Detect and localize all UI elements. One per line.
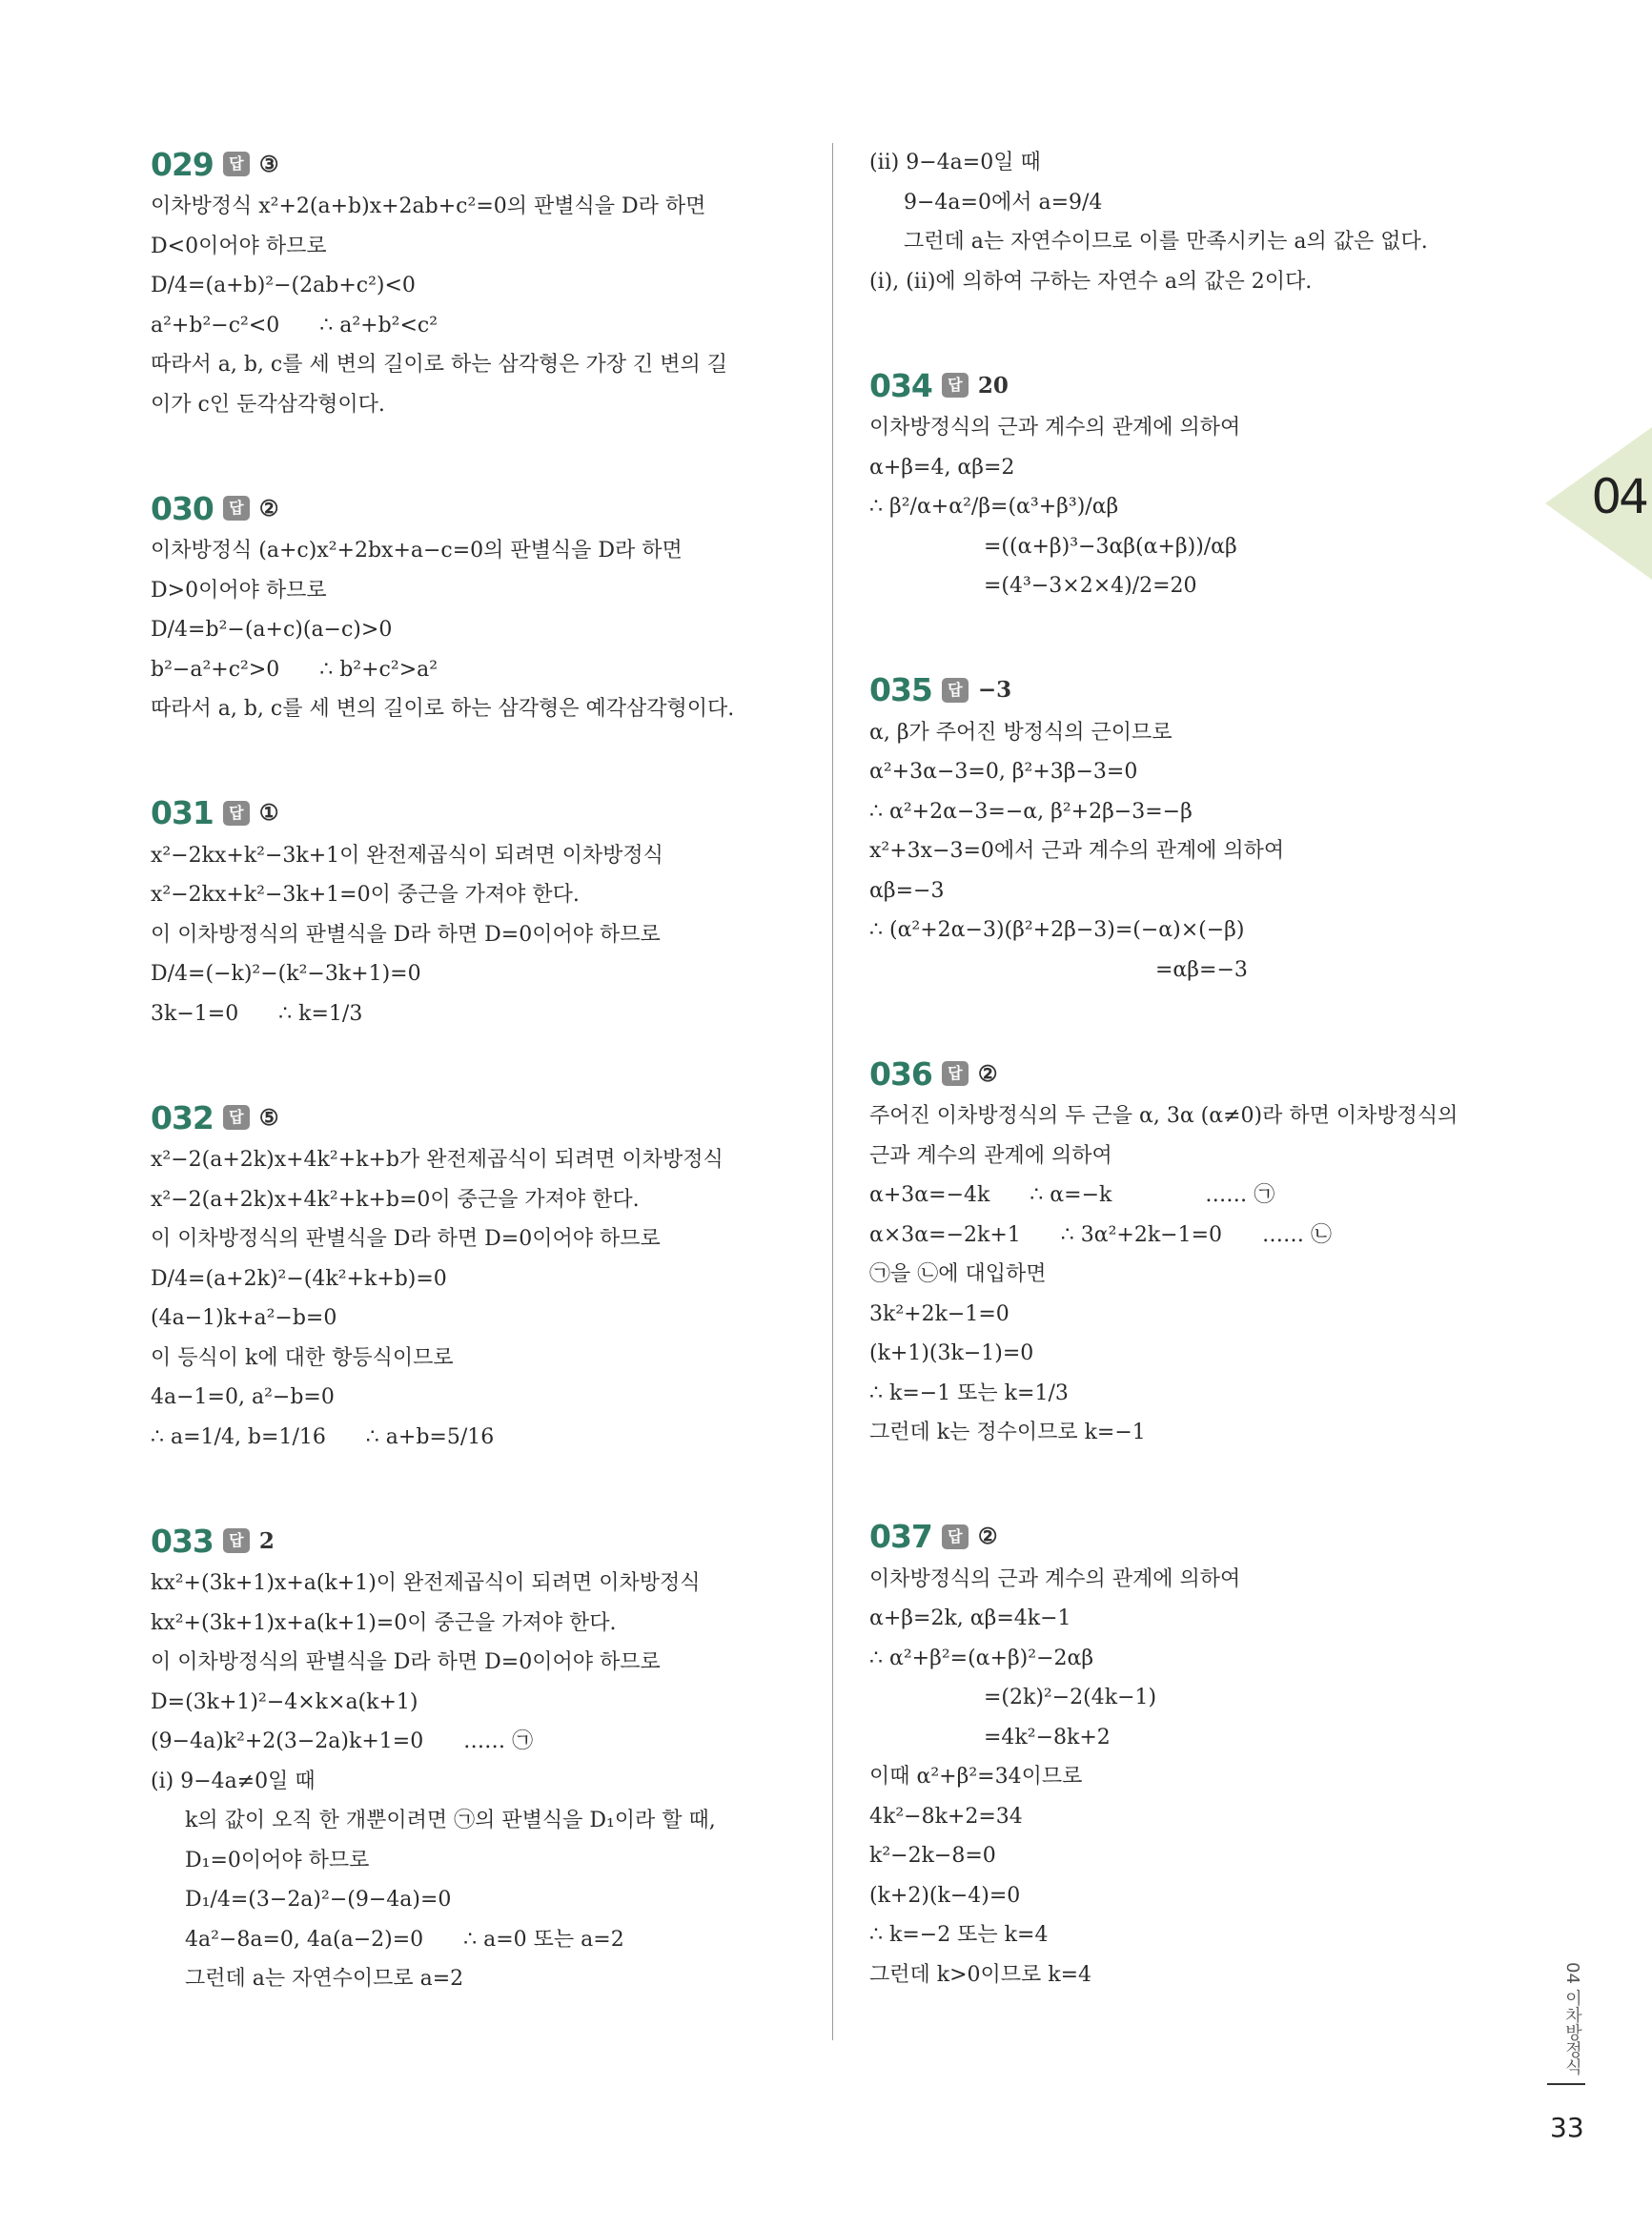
problem-034 xyxy=(869,364,1537,606)
problem-number: 036 xyxy=(869,1054,932,1093)
answer-badge: 답 xyxy=(223,152,250,176)
solution-line: 3k²+2k−1=0 xyxy=(869,1301,1010,1326)
solution-line: 그런데 a는 자연수이므로 a=2 xyxy=(185,1967,464,1991)
solution-line: =4k²−8k+2 xyxy=(984,1725,1111,1749)
solution-line: x²+3x−3=0에서 근과 계수의 관계에 의하여 xyxy=(869,839,1285,863)
solution-line: (k+2)(k−4)=0 xyxy=(869,1883,1021,1908)
answer-value: ⑤ xyxy=(258,1104,279,1131)
solution-line: α+β=2k, αβ=4k−1 xyxy=(869,1606,1071,1630)
solution-line: 3k−1=0 ∴ k=1/3 xyxy=(151,1001,363,1026)
solution-line: x²−2(a+2k)x+4k²+k+b=0이 중근을 가져야 한다. xyxy=(151,1187,640,1212)
answer-badge: 답 xyxy=(942,678,969,703)
problem-header xyxy=(151,1096,818,1138)
solution-line: (ⅰ), (ⅱ)에 의하여 구하는 자연수 a의 값은 2이다. xyxy=(869,269,1313,294)
solution-line: α+3α=−4k ∴ α=−k …… ㉠ xyxy=(869,1183,1275,1207)
side-chapter-title: 04 이차방정식 xyxy=(1562,1962,1582,2076)
answer-badge: 답 xyxy=(942,1524,969,1549)
problem-030 xyxy=(151,487,818,729)
solution-line: x²−2(a+2k)x+4k²+k+b가 완전제곱식이 되려면 이차방정식 xyxy=(151,1148,724,1172)
solution-line: 이 이차방정식의 판별식을 D라 하면 D=0이어야 하므로 xyxy=(151,1650,661,1674)
solution-line: ∴ β²/α+α²/β=(α³+β³)/αβ xyxy=(869,495,1119,519)
solution-line: 이차방정식의 근과 계수의 관계에 의하여 xyxy=(869,416,1241,440)
solution-line: 이차방정식 (a+c)x²+2bx+a−c=0의 판별식을 D라 하면 xyxy=(151,539,683,563)
solution-line: ∴ a=1/4, b=1/16 ∴ a+b=5/16 xyxy=(151,1424,495,1449)
solution-line: D₁/4=(3−2a)²−(9−4a)=0 xyxy=(185,1888,452,1912)
column-divider xyxy=(832,143,833,2040)
solution-line: =(4³−3×2×4)/2=20 xyxy=(984,574,1197,598)
solution-line: 이때 α²+β²=34이므로 xyxy=(869,1765,1083,1789)
answer-badge: 답 xyxy=(223,1528,250,1553)
answer-value: 2 xyxy=(258,1527,275,1554)
answer-value: ③ xyxy=(258,151,279,177)
solution-line: 이 등식이 k에 대한 항등식이므로 xyxy=(151,1345,454,1370)
problem-header xyxy=(869,669,1537,711)
solution-line: k²−2k−8=0 xyxy=(869,1844,996,1868)
solution-line: 이 이차방정식의 판별식을 D라 하면 D=0이어야 하므로 xyxy=(151,1227,661,1251)
solution-line: ㉠을 ㉡에 대입하면 xyxy=(869,1262,1047,1286)
answer-value: 20 xyxy=(977,372,1009,399)
solution-line: 4a−1=0, a²−b=0 xyxy=(151,1385,335,1409)
problem-029 xyxy=(151,143,818,424)
solution-line: α²+3α−3=0, β²+3β−3=0 xyxy=(869,760,1138,784)
solution-line: 이차방정식 x²+2(a+b)x+2ab+c²=0의 판별식을 D라 하면 xyxy=(151,194,706,218)
solution-line: 따라서 a, b, c를 세 변의 길이로 하는 삼각형은 예각삼각형이다. xyxy=(151,697,735,721)
answer-value: ② xyxy=(977,1524,998,1549)
solution-line: D/4=(−k)²−(k²−3k+1)=0 xyxy=(151,962,421,986)
problem-number: 033 xyxy=(151,1522,214,1560)
answer-badge: 답 xyxy=(223,801,250,826)
solution-line: x²−2kx+k²−3k+1이 완전제곱식이 되려면 이차방정식 xyxy=(151,843,663,868)
solution-line: ∴ k=−2 또는 k=4 xyxy=(869,1923,1049,1947)
solution-line: D/4=(a+b)²−(2ab+c²)<0 xyxy=(151,274,416,297)
solution-line: 4k²−8k+2=34 xyxy=(869,1804,1023,1829)
problem-header xyxy=(869,1053,1537,1095)
solution-line: x²−2kx+k²−3k+1=0이 중근을 가져야 한다. xyxy=(151,883,580,907)
problem-033-continued xyxy=(869,143,1537,301)
problem-number: 035 xyxy=(869,671,932,708)
solution-line: 이가 c인 둔각삼각형이다. xyxy=(151,392,385,417)
solution-line: 그런데 k>0이므로 k=4 xyxy=(869,1962,1092,1987)
answer-value: ② xyxy=(977,1060,998,1087)
answer-badge: 답 xyxy=(942,373,969,398)
answer-value: ① xyxy=(258,800,279,826)
problem-032 xyxy=(151,1096,818,1457)
solution-line: D/4=b²−(a+c)(a−c)>0 xyxy=(151,618,393,642)
problem-number: 030 xyxy=(151,489,214,527)
problem-033 xyxy=(151,1520,818,1999)
problem-header xyxy=(151,1520,818,1562)
solution-line: 주어진 이차방정식의 두 근을 α, 3α (α≠0)라 하면 이차방정식의 xyxy=(869,1104,1458,1128)
solution-line: α+β=4, αβ=2 xyxy=(869,455,1015,480)
answer-badge: 답 xyxy=(223,1105,250,1130)
problem-031 xyxy=(151,792,818,1034)
solution-line: (ⅱ) 9−4a=0일 때 xyxy=(869,151,1041,174)
solution-line: ∴ (α²+2α−3)(β²+2β−3)=(−α)×(−β) xyxy=(869,918,1245,942)
solution-line: α×3α=−2k+1 ∴ 3α²+2k−1=0 …… ㉡ xyxy=(869,1222,1332,1247)
solution-line: a²+b²−c²<0 ∴ a²+b²<c² xyxy=(151,313,438,338)
solution-line: D<0이어야 하므로 xyxy=(151,234,327,258)
solution-line: (ⅰ) 9−4a≠0일 때 xyxy=(151,1769,316,1793)
answer-value: ② xyxy=(258,495,279,522)
solution-line: =αβ=−3 xyxy=(1155,957,1248,982)
problem-number: 034 xyxy=(869,366,932,404)
right-column xyxy=(869,143,1537,2057)
solution-line: D/4=(a+2k)²−(4k²+k+b)=0 xyxy=(151,1266,447,1291)
page-number: 33 xyxy=(1550,2112,1584,2143)
solution-line: αβ=−3 xyxy=(869,878,945,903)
solution-line: 그런데 k는 정수이므로 k=−1 xyxy=(869,1421,1146,1444)
problem-header xyxy=(151,792,818,834)
problem-number: 029 xyxy=(151,145,214,183)
solution-line: D=(3k+1)²−4×k×a(k+1) xyxy=(151,1689,418,1714)
solution-line: k의 값이 오직 한 개뿐이려면 ㉠의 판별식을 D₁이라 할 때, xyxy=(185,1809,716,1832)
solution-line: (4a−1)k+a²−b=0 xyxy=(151,1306,337,1330)
solution-line: 4a²−8a=0, 4a(a−2)=0 ∴ a=0 또는 a=2 xyxy=(185,1927,624,1952)
solution-line: D>0이어야 하므로 xyxy=(151,578,327,603)
solution-line: =((α+β)³−3αβ(α+β))/αβ xyxy=(984,534,1237,559)
problem-header xyxy=(869,364,1537,406)
solution-line: 이차방정식의 근과 계수의 관계에 의하여 xyxy=(869,1566,1241,1591)
problem-036 xyxy=(869,1053,1537,1453)
problem-header xyxy=(151,487,818,529)
solution-line: α, β가 주어진 방정식의 근이므로 xyxy=(869,720,1173,745)
answer-badge: 답 xyxy=(223,496,250,521)
problem-number: 032 xyxy=(151,1098,214,1136)
solution-line: =(2k)²−2(4k−1) xyxy=(984,1686,1157,1709)
answer-badge: 답 xyxy=(942,1061,969,1086)
solution-line: 따라서 a, b, c를 세 변의 길이로 하는 삼각형은 가장 긴 변의 길 xyxy=(151,353,727,377)
solution-line: ∴ k=−1 또는 k=1/3 xyxy=(869,1381,1069,1405)
solution-line: kx²+(3k+1)x+a(k+1)이 완전제곱식이 되려면 이차방정식 xyxy=(151,1571,701,1595)
problem-037 xyxy=(869,1516,1537,1995)
page-number-rule xyxy=(1547,2083,1585,2085)
solution-line: b²−a²+c²>0 ∴ b²+c²>a² xyxy=(151,657,438,682)
problem-header xyxy=(151,143,818,185)
solution-line: 9−4a=0에서 a=9/4 xyxy=(904,190,1103,215)
solution-line: 이 이차방정식의 판별식을 D라 하면 D=0이어야 하므로 xyxy=(151,922,661,947)
solution-line: D₁=0이어야 하므로 xyxy=(185,1848,370,1872)
solution-line: (k+1)(3k−1)=0 xyxy=(869,1341,1034,1365)
solution-line: (9−4a)k²+2(3−2a)k+1=0 …… ㉠ xyxy=(151,1729,534,1753)
problem-number: 037 xyxy=(869,1518,932,1555)
solution-line: kx²+(3k+1)x+a(k+1)=0이 중근을 가져야 한다. xyxy=(151,1610,617,1635)
left-column xyxy=(151,143,818,2062)
solution-line: 근과 계수의 관계에 의하여 xyxy=(869,1143,1112,1168)
problem-number: 031 xyxy=(151,794,214,831)
answer-value: −3 xyxy=(977,677,1012,703)
problem-035 xyxy=(869,669,1537,991)
solution-line: 그런데 a는 자연수이므로 이를 만족시키는 a의 값은 없다. xyxy=(904,230,1428,254)
solution-line: ∴ α²+β²=(α+β)²−2αβ xyxy=(869,1646,1094,1670)
problem-header xyxy=(869,1516,1537,1558)
solution-line: ∴ α²+2α−3=−α, β²+2β−3=−β xyxy=(869,799,1193,824)
chapter-tab-label: 04 xyxy=(1591,469,1646,524)
